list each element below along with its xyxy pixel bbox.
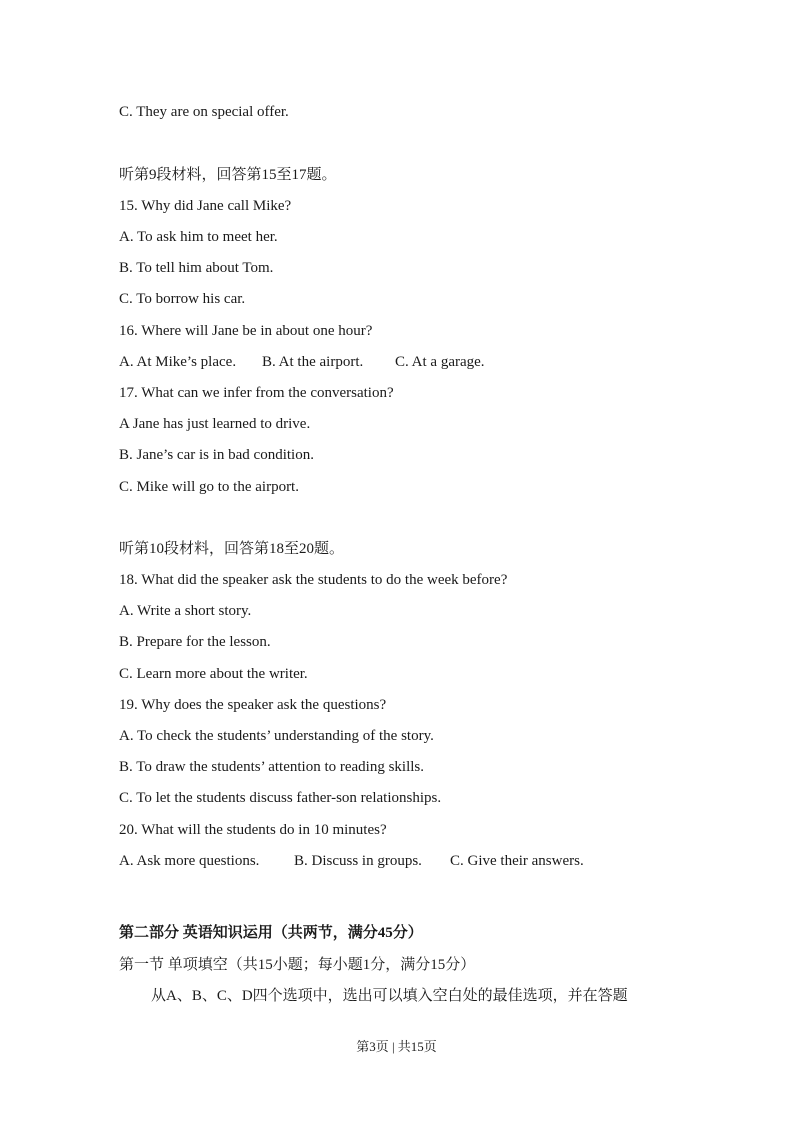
option-c-q15: C. To borrow his car. [119,291,246,307]
section-instruction-10: 听第10段材料，回答第18至20题。 [119,541,345,557]
option-c-q19: C. To let the students discuss father-son relationships. [119,790,442,806]
option-a-q16: A. At Mike’s place. [119,354,237,370]
section-one-heading: 第一节 单项填空（共15小题；每小题1分，满分15分） [119,957,476,973]
option-c-q20: C. Give their answers. [450,853,584,869]
options-q20 [119,851,584,871]
option-c-q18: C. Learn more about the writer. [119,666,308,682]
options-q16 [119,352,485,372]
option-a-q15: A. To ask him to meet her. [119,229,278,245]
page-footer: 第3页 | 共15页 [356,1039,437,1054]
section-instruction-9: 听第9段材料，回答第15至17题。 [119,167,337,183]
option-b-q15: B. To tell him about Tom. [119,260,274,276]
question-19: 19. Why does the speaker ask the questions? [119,697,387,713]
option-c-q17: C. Mike will go to the airport. [119,479,299,495]
section-one-instruction: 从A、B、C、D四个选项中，选出可以填入空白处的最佳选项，并在答题 [151,988,628,1004]
option-a-q19: A. To check the students’ understanding of the story. [119,728,434,744]
question-15: 15. Why did Jane call Mike? [119,198,292,214]
option-b-q20: B. Discuss in groups. [294,853,422,869]
option-b-q17: B. Jane’s car is in bad condition. [119,447,314,463]
option-c-q14: C. They are on special offer. [119,104,289,120]
option-b-q19: B. To draw the students’ attention to reading skills. [119,759,425,775]
option-a-q20: A. Ask more questions. [119,853,260,869]
question-17: 17. What can we infer from the conversation? [119,385,394,401]
question-16: 16. Where will Jane be in about one hour? [119,323,373,339]
option-a-q17: A Jane has just learned to drive. [119,416,311,432]
option-a-q18: A. Write a short story. [119,603,252,619]
option-b-q16: B. At the airport. [262,354,364,370]
part-two-heading: 第二部分 英语知识运用（共两节，满分45分） [119,925,423,941]
option-b-q18: B. Prepare for the lesson. [119,634,271,650]
question-18: 18. What did the speaker ask the students to do the week before? [119,572,508,588]
question-20: 20. What will the students do in 10 minutes? [119,822,387,838]
option-c-q16: C. At a garage. [395,354,485,370]
